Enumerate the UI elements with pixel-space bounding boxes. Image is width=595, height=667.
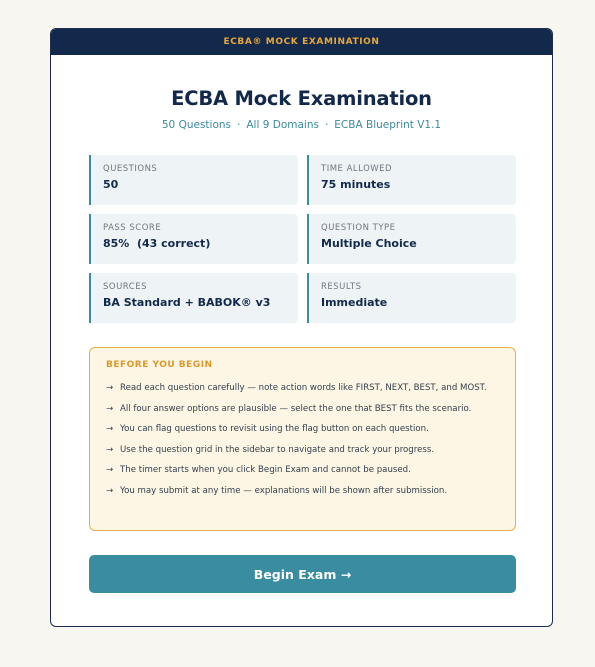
list-item: [106, 443, 501, 458]
page-title: ECBA Mock Examination: [171, 87, 432, 110]
stat-question-type: [307, 214, 516, 264]
arrow-right-icon: →: [106, 485, 114, 496]
stat-label: SOURCES: [103, 282, 147, 292]
stat-pass-score: [89, 214, 298, 264]
arrow-right-icon: →: [106, 383, 114, 393]
arrow-right-icon: →: [106, 465, 114, 475]
stat-label: RESULTS: [321, 282, 362, 292]
stat-results: [307, 273, 516, 323]
subtitle-question-count: 50 Questions: [161, 119, 232, 131]
subtitle-blueprint: ECBA Blueprint V1.1: [334, 119, 442, 131]
notice-title: BEFORE YOU BEGIN: [106, 360, 213, 370]
arrow-right-icon: →: [106, 403, 114, 414]
instructions-list: [106, 381, 501, 499]
instruction-text: All four answer options are plausible — select the one that BEST fits the scenario.: [120, 403, 472, 414]
stat-value: 85% (43 correct): [103, 237, 211, 250]
stat-label: PASS SCORE: [103, 223, 162, 233]
stat-value: Multiple Choice: [321, 237, 417, 250]
list-item: [106, 463, 501, 478]
before-you-begin-notice: [89, 347, 516, 531]
exam-banner: ECBA® MOCK EXAMINATION: [51, 29, 552, 55]
instruction-text: Read each question carefully — note action words like FIRST, NEXT, BEST, and MOST.: [120, 383, 487, 393]
subtitle-separator: ·: [237, 119, 241, 131]
list-item: [106, 402, 501, 417]
list-item: [106, 422, 501, 437]
subtitle-separator: ·: [324, 119, 329, 131]
instruction-text: Use the question grid in the sidebar to navigate and track your progress.: [120, 444, 435, 455]
stat-value: Immediate: [321, 296, 388, 309]
stat-value: BA Standard + BABOK® v3: [103, 296, 271, 309]
list-item: [106, 381, 501, 396]
begin-exam-button[interactable]: Begin Exam →: [89, 555, 516, 593]
stat-value: 50: [103, 178, 119, 191]
exam-card: [50, 28, 553, 627]
instruction-text: You may submit at any time — explanations will be shown after submission.: [120, 485, 448, 496]
list-item: [106, 484, 501, 499]
stat-value: 75 minutes: [321, 178, 391, 191]
stat-sources: [89, 273, 298, 323]
arrow-right-icon: →: [106, 444, 114, 455]
instruction-text: The timer starts when you click Begin Exam and cannot be paused.: [120, 465, 411, 475]
instruction-text: You can flag questions to revisit using the flag button on each question.: [120, 424, 429, 434]
arrow-right-icon: →: [106, 424, 114, 434]
stat-questions: [89, 155, 298, 205]
exam-subtitle: [51, 119, 552, 131]
stat-label: TIME ALLOWED: [321, 164, 393, 174]
stat-label: QUESTIONS: [103, 164, 158, 174]
stat-time-allowed: [307, 155, 516, 205]
stat-label: QUESTION TYPE: [321, 223, 396, 233]
subtitle-domains: All 9 Domains: [246, 119, 319, 131]
